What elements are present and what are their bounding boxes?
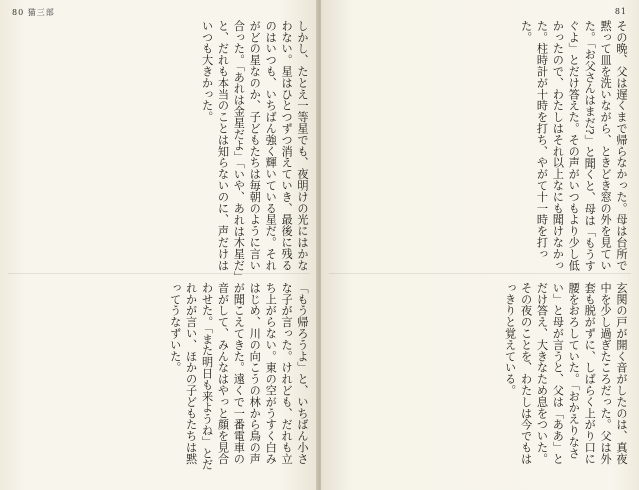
body-text-upper: その晩、父は遅くまで帰らなかった。母は台所で黙って皿を洗いながら、ときどき窓の外を見ていた。「お父さんはまだ?」と聞くと、母は「もうすぐよ」とだけ答えた。その声がいつもより少し低かったので、わたしはそれ以上なにも聞けなかった。柱時計が十時を打ち、やがて十一時を打った。: [519, 20, 628, 272]
right-page: [321, 0, 639, 490]
page-number: 81: [614, 7, 627, 16]
block-divider: [329, 273, 631, 274]
block-divider: [8, 273, 310, 274]
left-page: [0, 0, 318, 490]
body-text-upper: しかし、たとえ一等星でも、夜明けの光にはかなわない。星はひとつずつ消えていき、最後に残るのはいつも、いちばん強く輝いている星だ。それがどの星なのか、子どもたちは毎朝のように言い合った。「あれは金星だよ」「いや、あれは木星だ」と、だれも本当のことは知らないのに、声だけはいつも大きかった。: [200, 20, 309, 277]
page-header: 80 猫三部: [12, 8, 55, 17]
body-text-lower: 玄関の戸が開く音がしたのは、真夜中を少し過ぎたころだった。父は外套も脱がずに、しばらく上がり口に腰をおろしていた。「おかえりなさい」と母が言うと、父は「ああ」とだけ答え、大きなため息をついた。その夜のことを、わたしは今でもはっきりと覚えている。: [503, 282, 628, 465]
body-text-lower: 「もう帰ろうよ」と、いちばん小さな子が言った。けれども、だれも立ち上がらない。東の空がうすく白みはじめ、川の向こうの林から鳥の声が聞こえてきた。遠くで一番電車の音がして、みんなはやっと顔を見合わせた。「また明日も来ようね」とだれかが言い、ほかの子どもたちは黙ってうなずいた。: [168, 282, 309, 471]
